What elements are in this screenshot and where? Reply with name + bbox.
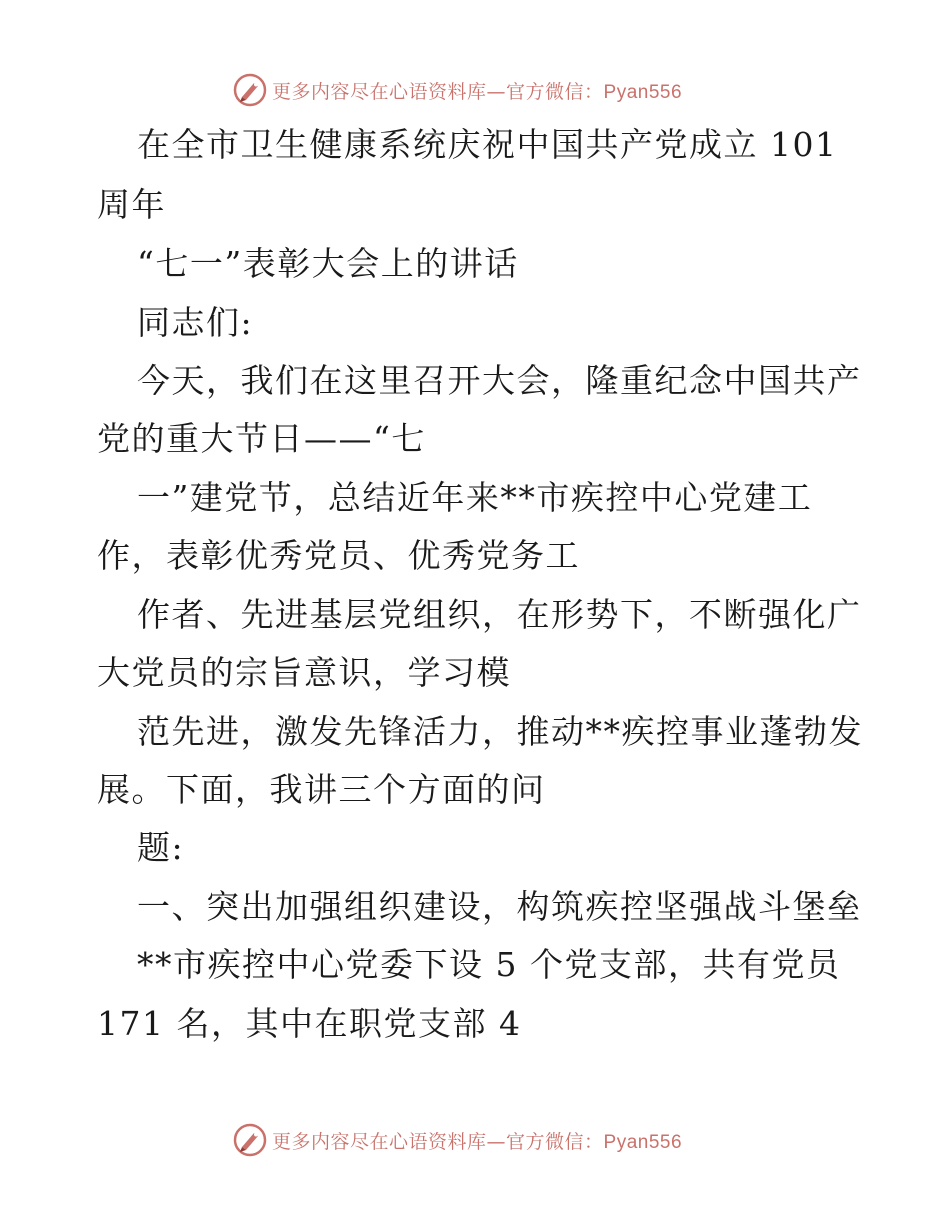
doc-line: 在全市卫生健康系统庆祝中国共产党成立 101 <box>137 125 838 164</box>
doc-line: “七一”表彰大会上的讲话 <box>137 244 519 283</box>
watermark-banner-bottom <box>232 1120 682 1160</box>
watermark-handle: Pyan556 <box>603 1131 683 1153</box>
pen-logo-icon <box>232 72 268 108</box>
doc-line: 一”建党节，总结近年来**市疾控中心党建工 <box>137 478 813 517</box>
doc-line: 大党员的宗旨意识，学习模 <box>97 653 511 692</box>
doc-line: 一、突出加强组织建设，构筑疾控坚强战斗堡垒 <box>137 887 862 926</box>
watermark-text: 更多内容尽在心语资料库—官方微信：Pyan556 <box>272 1130 683 1153</box>
doc-line: 作，表彰优秀党员、优秀党务工 <box>97 536 580 575</box>
doc-line: 171 名，其中在职党支部 4 <box>97 1004 522 1043</box>
doc-line: 同志们: <box>137 303 254 342</box>
doc-line: **市疾控中心党委下设 5 个党支部，共有党员 <box>137 945 841 984</box>
watermark-banner-top <box>232 70 682 110</box>
doc-line: 展。下面，我讲三个方面的问 <box>97 770 546 809</box>
doc-line: 题: <box>137 828 185 867</box>
doc-line: 作者、先进基层党组织，在形势下，不断强化广 <box>137 595 862 634</box>
pen-logo-icon <box>232 1122 268 1158</box>
watermark-handle: Pyan556 <box>603 81 683 103</box>
doc-line: 周年 <box>97 185 166 224</box>
doc-line: 党的重大节日——“七 <box>97 419 426 458</box>
doc-line: 范先进，激发先锋活力，推动**疾控事业蓬勃发 <box>137 712 863 751</box>
watermark-text: 更多内容尽在心语资料库—官方微信：Pyan556 <box>272 80 683 103</box>
doc-line: 今天，我们在这里召开大会，隆重纪念中国共产 <box>137 361 862 400</box>
